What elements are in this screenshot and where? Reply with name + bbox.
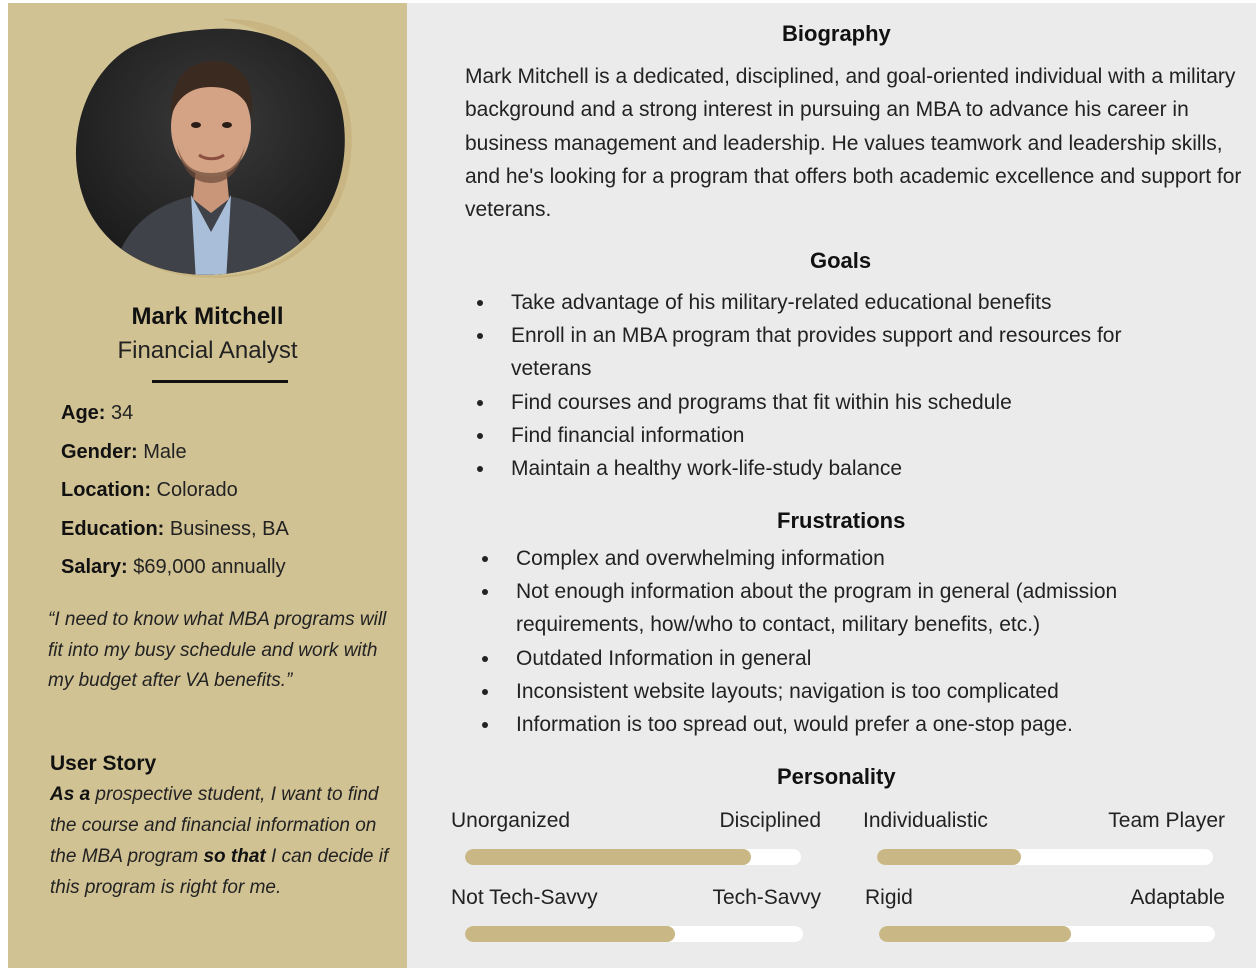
list-item: Outdated Information in general [482,642,1212,675]
frustrations-list [482,542,1212,741]
fact-value: Colorado [151,479,238,501]
user-story-part2: I can decide if this program is right for me. [50,846,389,898]
trait-right-label: Tech-Savvy [712,886,821,909]
trait-bar-fill [465,926,675,942]
trait-bar-track [465,849,801,865]
fact-label: Location: [61,479,151,501]
persona-name: Mark Mitchell [131,303,284,330]
fact-value: $69,000 annually [127,556,286,578]
trait-left-label: Not Tech-Savvy [451,886,598,909]
fact-education [61,514,401,553]
profile-sidebar [8,3,407,968]
fact-gender [61,437,401,476]
persona-content [407,3,1256,968]
goals-list [477,286,1207,485]
fact-label: Gender: [61,440,138,463]
list-item: Find financial information [477,419,1207,452]
frustrations-title: Frustrations [777,508,906,533]
fact-value: Business, BA [164,517,289,540]
user-story-part1: prospective student, I want to find the course and financial information on the MBA program [50,784,379,867]
persona-quote: “I need to know what MBA programs will fit into my busy schedule and work with my budget after VA benefits.” [48,609,387,691]
trait-bar-fill [879,926,1071,942]
trait-teamwork [863,809,1225,839]
fact-label: Education: [61,517,165,540]
trait-right-label: Team Player [1108,809,1225,832]
trait-bar-track [877,849,1213,865]
user-story-as-a: As a [50,784,91,805]
biography-title: Biography [782,21,891,46]
list-item: Maintain a healthy work-life-study balance [477,452,1207,485]
list-item: Find courses and programs that fit within his schedule [477,386,1207,419]
user-story-text [50,779,395,903]
fact-age [61,398,401,437]
profile-photo [71,17,353,282]
list-item: Enroll in an MBA program that provides support and resources for veterans [477,319,1207,385]
trait-adaptability [865,886,1225,916]
user-story-so-that: so that [203,846,266,867]
trait-left-label: Unorganized [451,809,571,832]
trait-bar-track [879,926,1215,942]
personality-title: Personality [777,764,896,789]
fact-label: Salary: [61,556,128,578]
fact-location [61,475,401,514]
goals-title: Goals [810,248,872,273]
persona-facts [61,398,401,591]
list-item: Information is too spread out, would prefer a one-stop page. [482,708,1212,741]
trait-bar-fill [465,849,751,865]
persona-role: Financial Analyst [117,337,298,364]
fact-value: 34 [105,402,134,424]
fact-salary [61,552,401,591]
biography-text: Mark Mitchell is a dedicated, disciplined, and goal-oriented individual with a military background and a strong interest in pursuing an MBA to advance his career in business management and leadership. He values teamwork and leadership skills, and he's looking for a program that offers both academic excellence and support for veterans. [465,65,1242,222]
trait-left-label: Individualistic [863,809,988,832]
trait-organization [451,809,821,839]
trait-bar-fill [877,849,1021,865]
avatar [71,17,353,282]
fact-label: Age: [61,402,106,424]
list-item: Take advantage of his military-related educational benefits [477,286,1207,319]
name-divider [152,380,288,383]
list-item: Complex and overwhelming information [482,542,1212,575]
trait-left-label: Rigid [865,886,913,909]
trait-bar-track [465,926,803,942]
user-story-title: User Story [50,752,157,775]
fact-value: Male [137,440,187,463]
trait-right-label: Disciplined [719,809,821,832]
trait-right-label: Adaptable [1130,886,1225,909]
list-item: Inconsistent website layouts; navigation is too complicated [482,675,1212,708]
trait-tech-savvy [451,886,821,916]
list-item: Not enough information about the program in general (admission requirements, how/who to contact, military benefits, etc.) [482,575,1212,641]
